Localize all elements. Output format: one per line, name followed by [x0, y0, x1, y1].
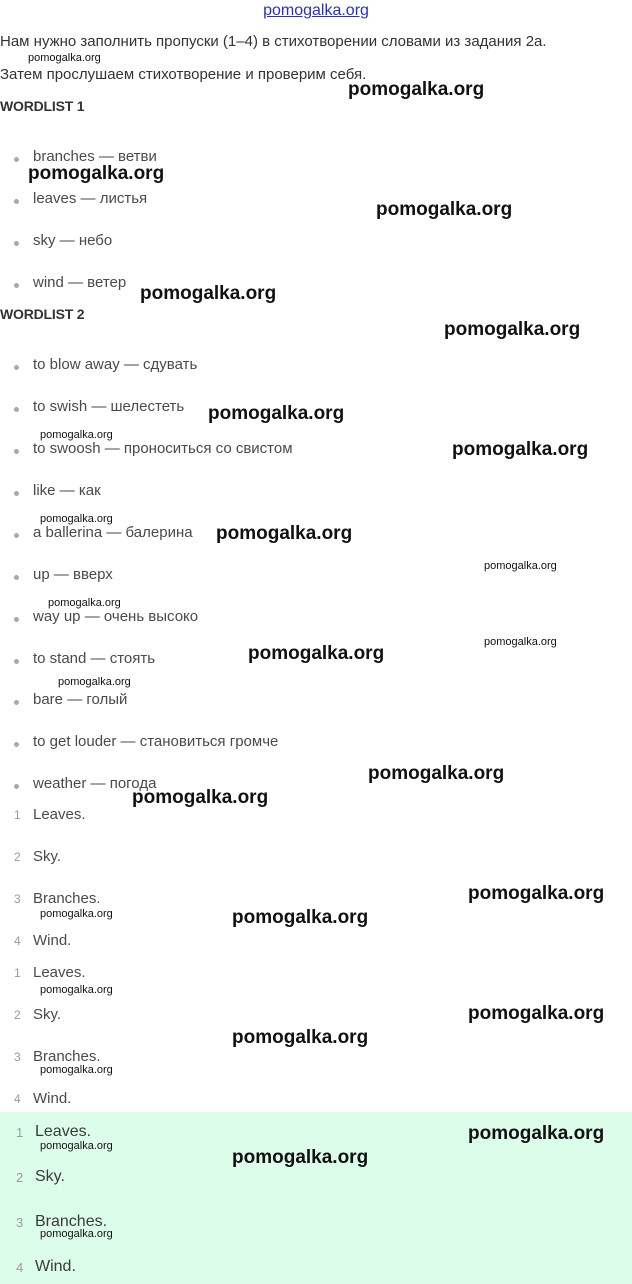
list-number: 2 — [16, 1170, 24, 1185]
intro-line-2: Затем прослушаем стихотворение и проверим себя. — [0, 66, 367, 83]
answer-item: Sky. — [35, 1168, 65, 1185]
answer-item: Leaves. — [33, 964, 86, 981]
list-number: 1 — [16, 1125, 24, 1140]
intro-line-1: Нам нужно заполнить пропуски (1–4) в стихотворении словами из задания 2а. — [0, 33, 547, 50]
bullet-icon — [14, 575, 19, 580]
bullet-icon — [14, 241, 19, 246]
bullet-icon — [14, 491, 19, 496]
watermark: pomogalka.org — [40, 429, 113, 441]
bullet-icon — [14, 157, 19, 162]
watermark: pomogalka.org — [376, 199, 513, 220]
list-item: weather — погода — [33, 775, 157, 792]
answer-item: Leaves. — [33, 806, 86, 823]
list-item: sky — небо — [33, 232, 113, 249]
watermark: pomogalka.org — [452, 439, 589, 460]
watermark: pomogalka.org — [484, 636, 557, 648]
watermark: pomogalka.org — [368, 763, 505, 784]
bullet-icon — [14, 617, 19, 622]
bullet-icon — [14, 407, 19, 412]
answer-item: Wind. — [33, 932, 72, 949]
watermark: pomogalka.org — [444, 319, 581, 340]
list-number: 3 — [14, 892, 21, 906]
answer-item: Branches. — [35, 1213, 108, 1230]
watermark: pomogalka.org — [40, 908, 113, 920]
list-number: 2 — [14, 850, 21, 864]
site-link[interactable]: pomogalka.org — [263, 2, 369, 19]
list-item: like — как — [33, 482, 101, 499]
list-item: bare — голый — [33, 691, 128, 708]
watermark: pomogalka.org — [40, 1064, 113, 1076]
answer-item: Leaves. — [35, 1123, 92, 1140]
list-item: way up — очень высоко — [33, 608, 199, 625]
watermark: pomogalka.org — [140, 283, 277, 304]
watermark: pomogalka.org — [40, 1140, 113, 1152]
watermark: pomogalka.org — [484, 560, 557, 572]
answer-item: Wind. — [35, 1258, 76, 1275]
wordlist-2-title: WORDLIST 2 — [0, 306, 85, 322]
answer-item: Branches. — [33, 1048, 101, 1065]
watermark: pomogalka.org — [216, 523, 353, 544]
list-item: to blow away — сдувать — [33, 356, 198, 373]
list-item: leaves — листья — [33, 190, 148, 207]
list-number: 4 — [14, 1092, 21, 1106]
answer-item: Sky. — [33, 848, 62, 865]
bullet-icon — [14, 742, 19, 747]
list-number: 4 — [16, 1260, 24, 1275]
watermark: pomogalka.org — [40, 1228, 113, 1240]
watermark: pomogalka.org — [28, 52, 101, 64]
wordlist-1-title: WORDLIST 1 — [0, 98, 85, 114]
list-item: to stand — стоять — [33, 650, 156, 667]
answer-item: Branches. — [33, 890, 101, 907]
watermark: pomogalka.org — [58, 676, 131, 688]
watermark: pomogalka.org — [40, 513, 113, 525]
list-item: up — вверх — [33, 566, 113, 583]
watermark: pomogalka.org — [468, 1003, 605, 1024]
bullet-icon — [14, 784, 19, 789]
bullet-icon — [14, 533, 19, 538]
list-item: a ballerina — балерина — [33, 524, 193, 541]
list-number: 3 — [14, 1050, 21, 1064]
watermark: pomogalka.org — [348, 79, 485, 100]
list-item: branches — ветви — [33, 148, 157, 165]
watermark: pomogalka.org — [48, 597, 121, 609]
answer-item: Wind. — [33, 1090, 72, 1107]
watermark: pomogalka.org — [248, 643, 385, 664]
watermark: pomogalka.org — [468, 883, 605, 904]
list-number: 1 — [14, 966, 21, 980]
list-number: 3 — [16, 1215, 24, 1230]
bullet-icon — [14, 659, 19, 664]
watermark: pomogalka.org — [232, 1147, 369, 1168]
bullet-icon — [14, 365, 19, 370]
watermark: pomogalka.org — [132, 787, 269, 808]
bullet-icon — [14, 283, 19, 288]
bullet-icon — [14, 700, 19, 705]
list-number: 2 — [14, 1008, 21, 1022]
list-item: to get louder — становиться громче — [33, 733, 279, 750]
bullet-icon — [14, 449, 19, 454]
watermark: pomogalka.org — [232, 907, 369, 928]
watermark: pomogalka.org — [28, 163, 165, 184]
watermark: pomogalka.org — [468, 1123, 605, 1144]
list-item: to swish — шелестеть — [33, 398, 185, 415]
answer-item: Sky. — [33, 1006, 62, 1023]
watermark: pomogalka.org — [208, 403, 345, 424]
watermark: pomogalka.org — [40, 984, 113, 996]
watermark: pomogalka.org — [232, 1027, 369, 1048]
list-number: 1 — [14, 808, 21, 822]
list-number: 4 — [14, 934, 21, 948]
bullet-icon — [14, 199, 19, 204]
list-item: wind — ветер — [33, 274, 127, 291]
list-item: to swoosh — проноситься со свистом — [33, 440, 293, 457]
